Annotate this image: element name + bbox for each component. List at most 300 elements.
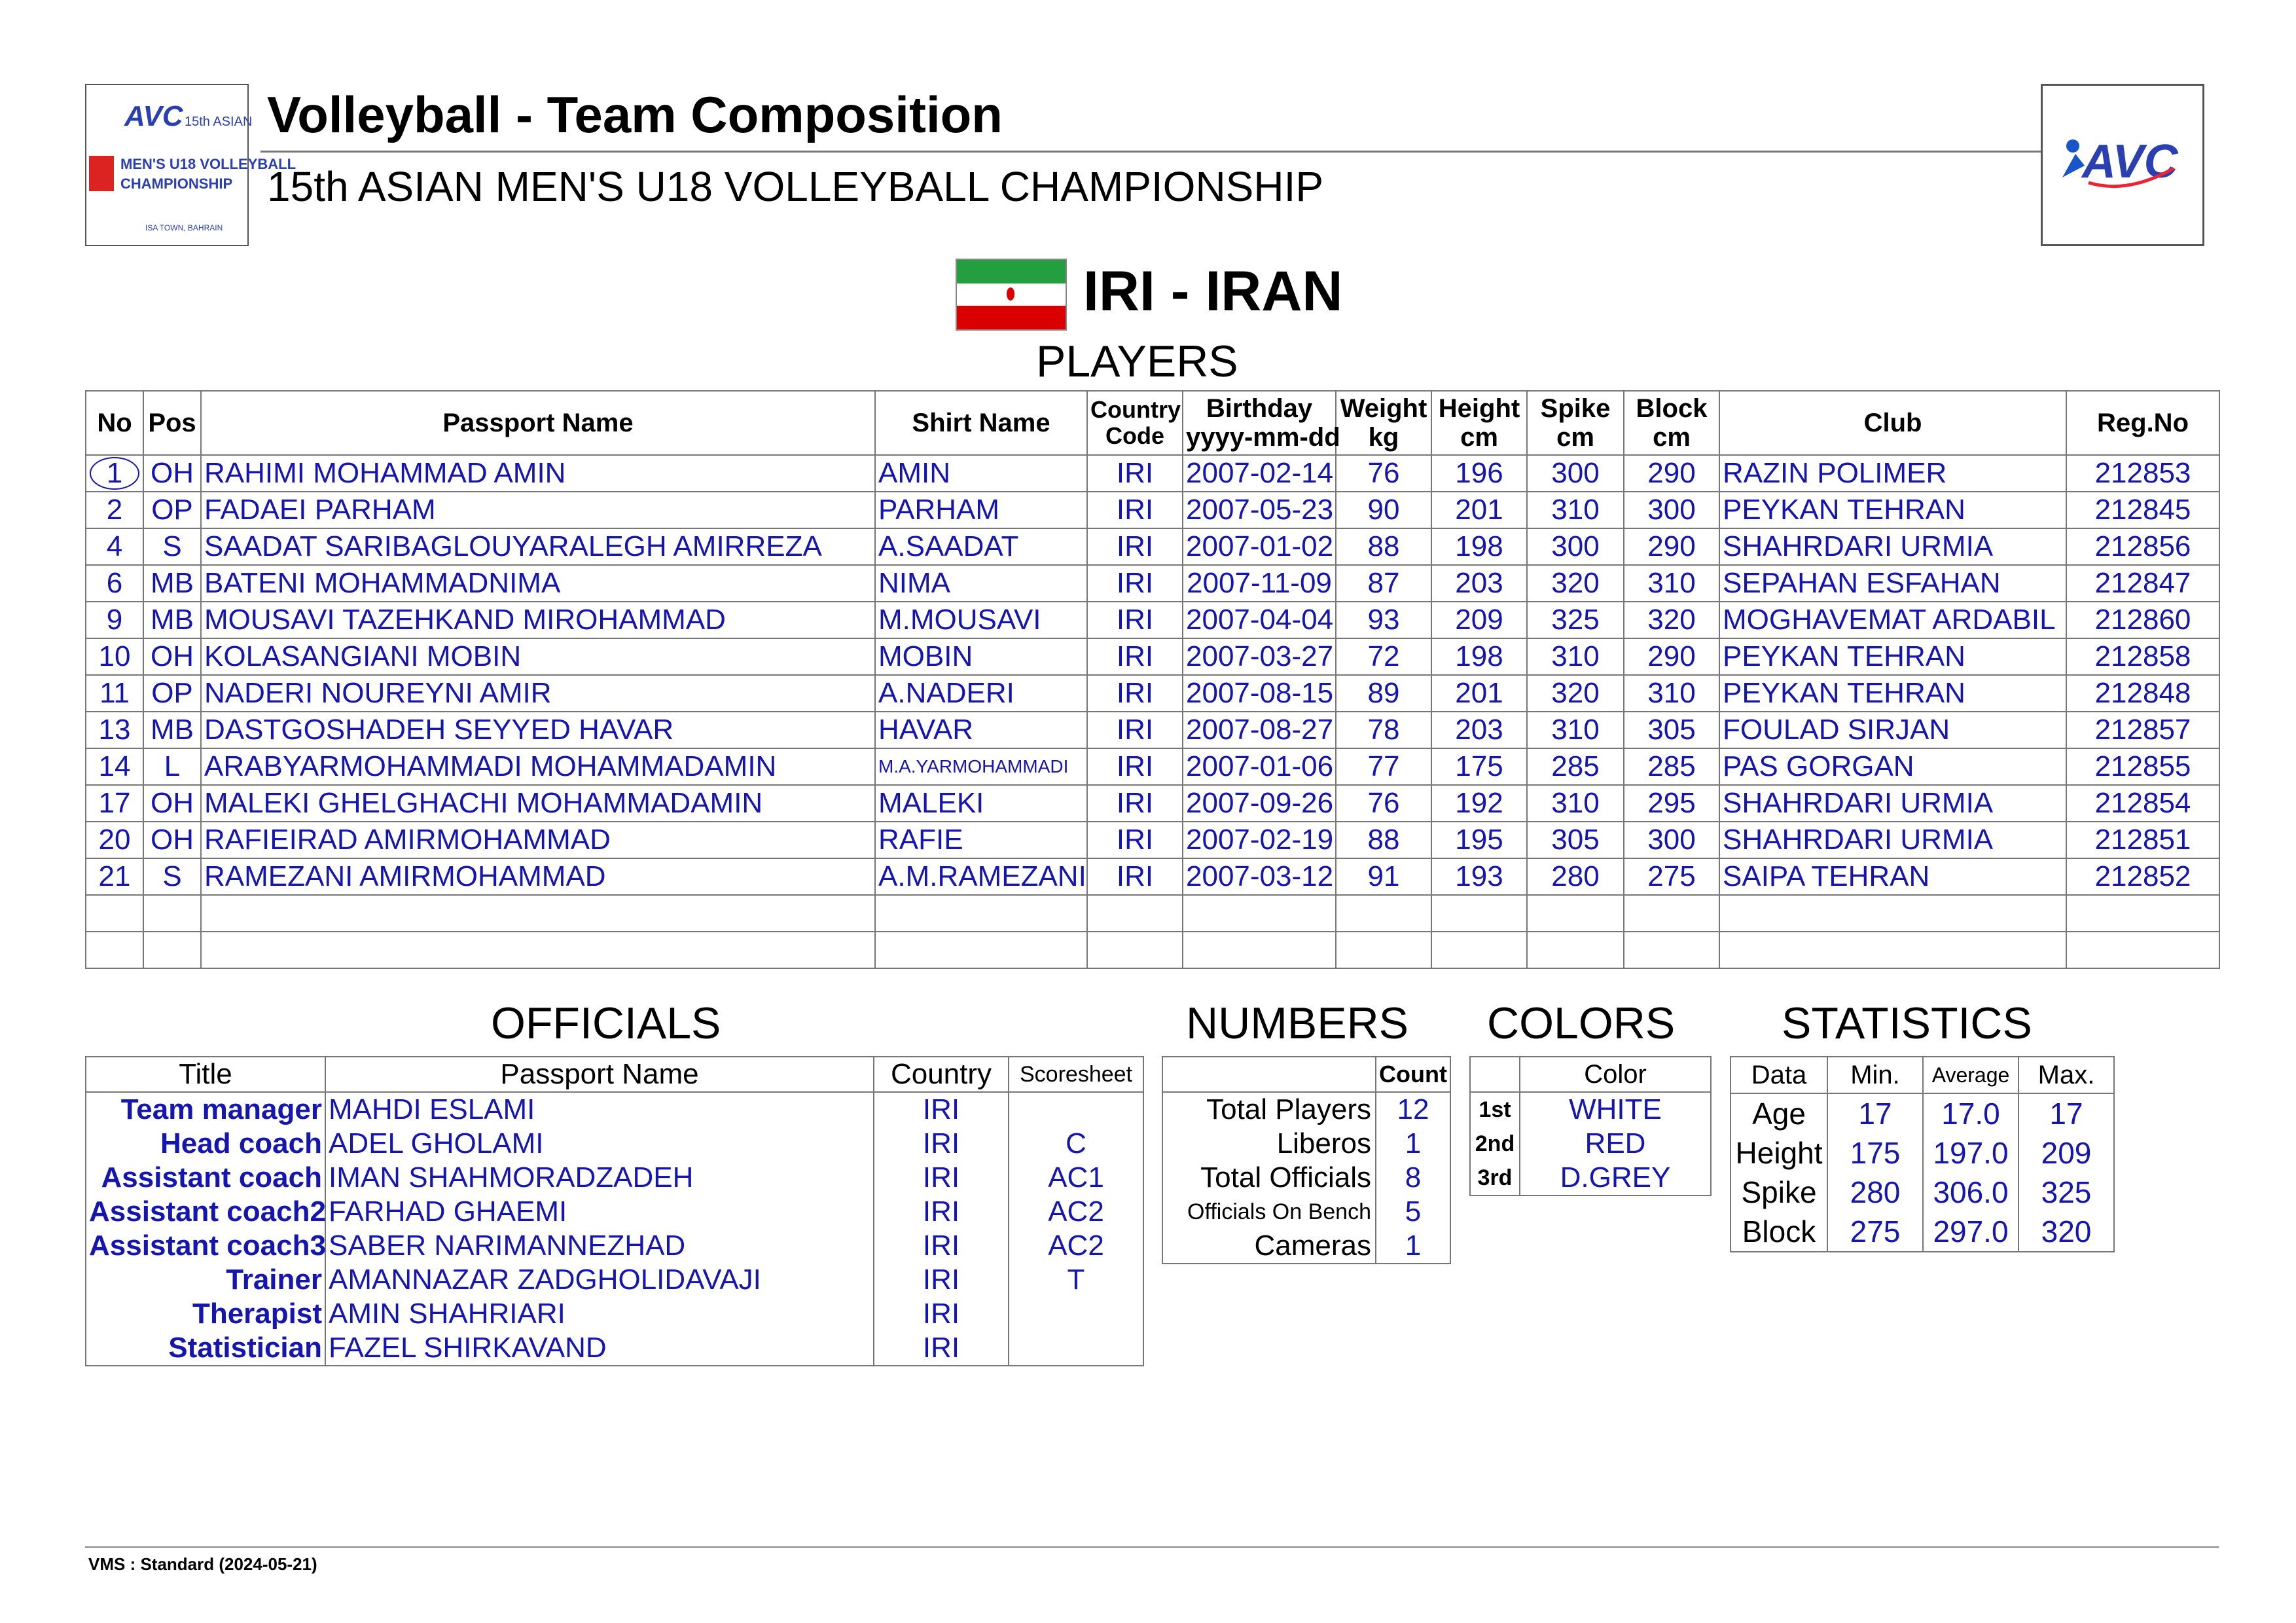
color-order: 2nd: [1470, 1127, 1520, 1161]
col-spike: Spike cm: [1527, 391, 1624, 455]
empty-cell: [201, 895, 875, 932]
player-spike: 320: [1527, 565, 1624, 602]
player-block: 290: [1624, 638, 1719, 675]
player-weight: 88: [1336, 822, 1431, 858]
col-official-title: Title: [86, 1057, 325, 1092]
player-reg-no: 212848: [2066, 675, 2219, 712]
player-birthday: 2007-02-14: [1183, 455, 1336, 492]
official-title: Head coach: [86, 1127, 325, 1161]
player-passport-name: SAADAT SARIBAGLOUYARALEGH AMIRREZA: [201, 528, 875, 565]
player-weight: 91: [1336, 858, 1431, 895]
statistics-table: [1730, 1056, 2115, 1252]
statistics-header-row: [1731, 1057, 2114, 1093]
stat-min: 17: [1827, 1093, 1923, 1133]
empty-cell: [1183, 895, 1336, 932]
official-name: MAHDI ESLAMI: [325, 1092, 874, 1127]
empty-cell: [1183, 932, 1336, 968]
captain-marker: 1: [90, 457, 139, 490]
player-spike: 310: [1527, 785, 1624, 822]
player-row: [86, 565, 2219, 602]
player-spike: 320: [1527, 675, 1624, 712]
player-block: 320: [1624, 602, 1719, 638]
official-name: ADEL GHOLAMI: [325, 1127, 874, 1161]
col-reg-no: Reg.No: [2066, 391, 2219, 455]
numbers-row: [1162, 1127, 1450, 1161]
col-official-country: Country: [874, 1057, 1009, 1092]
stat-label: Spike: [1731, 1173, 1827, 1212]
logo-avc-text: AVC: [124, 100, 183, 132]
player-birthday: 2007-05-23: [1183, 492, 1336, 528]
statistics-heading: STATISTICS: [1782, 998, 2032, 1048]
numbers-row: [1162, 1161, 1450, 1195]
player-no: 4: [86, 528, 143, 565]
player-weight: 76: [1336, 785, 1431, 822]
player-no: 13: [86, 712, 143, 748]
official-scoresheet: AC1: [1009, 1161, 1143, 1195]
player-reg-no: 212856: [2066, 528, 2219, 565]
player-row: [86, 858, 2219, 895]
player-spike: 310: [1527, 492, 1624, 528]
empty-cell: [1527, 932, 1624, 968]
player-height: 201: [1431, 675, 1527, 712]
player-country: IRI: [1087, 785, 1183, 822]
empty-cell: [143, 932, 201, 968]
player-weight: 72: [1336, 638, 1431, 675]
official-name: IMAN SHAHMORADZADEH: [325, 1161, 874, 1195]
player-shirt-name: AMIN: [875, 455, 1087, 492]
player-weight: 90: [1336, 492, 1431, 528]
official-title: Therapist: [86, 1297, 325, 1331]
official-country: IRI: [874, 1092, 1009, 1127]
official-row: [86, 1161, 1143, 1195]
logo-venue-text: ISA TOWN, BAHRAIN: [145, 223, 223, 232]
numbers-count: 12: [1376, 1092, 1450, 1127]
official-name: FAZEL SHIRKAVAND: [325, 1331, 874, 1366]
numbers-label: Cameras: [1162, 1229, 1376, 1264]
official-scoresheet: T: [1009, 1263, 1143, 1297]
col-official-name: Passport Name: [325, 1057, 874, 1092]
player-passport-name: DASTGOSHADEH SEYYED HAVAR: [201, 712, 875, 748]
empty-cell: [1431, 932, 1527, 968]
player-block: 295: [1624, 785, 1719, 822]
player-block: 275: [1624, 858, 1719, 895]
player-height: 203: [1431, 565, 1527, 602]
official-country: IRI: [874, 1127, 1009, 1161]
championship-name: 15th ASIAN MEN'S U18 VOLLEYBALL CHAMPIONSHIP: [267, 163, 1324, 210]
numbers-row: [1162, 1229, 1450, 1264]
player-country: IRI: [1087, 748, 1183, 785]
player-no: 6: [86, 565, 143, 602]
player-spike: 285: [1527, 748, 1624, 785]
official-row: [86, 1229, 1143, 1263]
player-country: IRI: [1087, 602, 1183, 638]
official-row: [86, 1331, 1143, 1366]
official-country: IRI: [874, 1331, 1009, 1366]
officials-heading: OFFICIALS: [491, 998, 721, 1048]
player-no: 2: [86, 492, 143, 528]
player-shirt-name: A.NADERI: [875, 675, 1087, 712]
official-name: AMIN SHAHRIARI: [325, 1297, 874, 1331]
stat-label: Height: [1731, 1133, 1827, 1173]
player-reg-no: 212854: [2066, 785, 2219, 822]
player-birthday: 2007-04-04: [1183, 602, 1336, 638]
player-club: PEYKAN TEHRAN: [1719, 675, 2066, 712]
player-club: SAIPA TEHRAN: [1719, 858, 2066, 895]
player-shirt-name: M.A.YARMOHAMMADI: [875, 748, 1087, 785]
col-max: Max.: [2018, 1057, 2114, 1093]
empty-cell: [1624, 932, 1719, 968]
official-scoresheet: [1009, 1297, 1143, 1331]
player-shirt-name: NIMA: [875, 565, 1087, 602]
stat-average: 17.0: [1923, 1093, 2018, 1133]
col-shirt-name: Shirt Name: [875, 391, 1087, 455]
player-pos: OH: [143, 785, 201, 822]
player-no: 21: [86, 858, 143, 895]
player-weight: 89: [1336, 675, 1431, 712]
player-passport-name: KOLASANGIANI MOBIN: [201, 638, 875, 675]
official-title: Assistant coach: [86, 1161, 325, 1195]
empty-cell: [86, 895, 143, 932]
empty-cell: [1336, 932, 1431, 968]
col-data: Data: [1731, 1057, 1827, 1093]
colors-row: [1470, 1092, 1711, 1127]
player-spike: 310: [1527, 638, 1624, 675]
player-height: 198: [1431, 638, 1527, 675]
player-passport-name: RAMEZANI AMIRMOHAMMAD: [201, 858, 875, 895]
player-birthday: 2007-03-12: [1183, 858, 1336, 895]
player-club: RAZIN POLIMER: [1719, 455, 2066, 492]
col-count: Count: [1376, 1057, 1450, 1092]
player-pos: L: [143, 748, 201, 785]
colors-row: [1470, 1161, 1711, 1195]
player-shirt-name: A.M.RAMEZANI: [875, 858, 1087, 895]
logo-edition-text: 15th ASIAN: [185, 115, 253, 129]
player-country: IRI: [1087, 528, 1183, 565]
official-row: [86, 1297, 1143, 1331]
numbers-label: Liberos: [1162, 1127, 1376, 1161]
empty-player-row: [86, 895, 2219, 932]
player-spike: 325: [1527, 602, 1624, 638]
officials-table: [85, 1056, 1144, 1366]
stat-label: Age: [1731, 1093, 1827, 1133]
flag-white-stripe: [957, 283, 1066, 306]
player-shirt-name: RAFIE: [875, 822, 1087, 858]
player-country: IRI: [1087, 675, 1183, 712]
player-shirt-name: PARHAM: [875, 492, 1087, 528]
statistics-row: [1731, 1133, 2114, 1173]
official-title: Assistant coach2: [86, 1195, 325, 1229]
official-country: IRI: [874, 1161, 1009, 1195]
player-country: IRI: [1087, 822, 1183, 858]
empty-cell: [143, 895, 201, 932]
player-height: 203: [1431, 712, 1527, 748]
logo-figure-head: [2066, 139, 2079, 153]
player-club: PAS GORGAN: [1719, 748, 2066, 785]
colors-row: [1470, 1127, 1711, 1161]
player-passport-name: RAHIMI MOHAMMAD AMIN: [201, 455, 875, 492]
stat-average: 197.0: [1923, 1133, 2018, 1173]
official-row: [86, 1263, 1143, 1297]
official-scoresheet: AC2: [1009, 1195, 1143, 1229]
statistics-row: [1731, 1093, 2114, 1133]
flag-green-stripe: [957, 260, 1066, 283]
numbers-label: Total Players: [1162, 1092, 1376, 1127]
player-passport-name: ARABYARMOHAMMADI MOHAMMADAMIN: [201, 748, 875, 785]
empty-cell: [201, 932, 875, 968]
empty-cell: [1336, 895, 1431, 932]
player-no: 14: [86, 748, 143, 785]
player-pos: OP: [143, 492, 201, 528]
official-country: IRI: [874, 1229, 1009, 1263]
player-shirt-name: M.MOUSAVI: [875, 602, 1087, 638]
numbers-table: [1162, 1056, 1451, 1264]
player-block: 290: [1624, 455, 1719, 492]
col-country-code: Country Code: [1087, 391, 1183, 455]
player-club: PEYKAN TEHRAN: [1719, 492, 2066, 528]
player-weight: 88: [1336, 528, 1431, 565]
logo-avc-text: AVC: [2082, 136, 2178, 188]
col-average: Average: [1923, 1057, 2018, 1093]
player-spike: 300: [1527, 528, 1624, 565]
col-passport-name: Passport Name: [201, 391, 875, 455]
player-height: 198: [1431, 528, 1527, 565]
player-country: IRI: [1087, 455, 1183, 492]
empty-cell: [2066, 895, 2219, 932]
statistics-row: [1731, 1173, 2114, 1212]
col-no: No: [86, 391, 143, 455]
logo-red-badge: [89, 156, 114, 191]
col-official-scoresheet: Scoresheet: [1009, 1057, 1143, 1092]
empty-cell: [1087, 895, 1183, 932]
player-spike: 280: [1527, 858, 1624, 895]
empty-cell: [2066, 932, 2219, 968]
player-birthday: 2007-02-19: [1183, 822, 1336, 858]
player-birthday: 2007-03-27: [1183, 638, 1336, 675]
player-birthday: 2007-08-27: [1183, 712, 1336, 748]
numbers-heading: NUMBERS: [1186, 998, 1409, 1048]
player-reg-no: 212852: [2066, 858, 2219, 895]
empty-cell: [875, 932, 1087, 968]
player-block: 285: [1624, 748, 1719, 785]
player-country: IRI: [1087, 638, 1183, 675]
official-title: Assistant coach3: [86, 1229, 325, 1263]
color-name: D.GREY: [1520, 1161, 1711, 1195]
stat-min: 175: [1827, 1133, 1923, 1173]
player-block: 300: [1624, 492, 1719, 528]
player-pos: OH: [143, 455, 201, 492]
player-weight: 76: [1336, 455, 1431, 492]
player-shirt-name: MOBIN: [875, 638, 1087, 675]
footer-divider: [85, 1546, 2219, 1548]
player-spike: 310: [1527, 712, 1624, 748]
numbers-count: 5: [1376, 1195, 1450, 1229]
logo-event-line: MEN'S U18 VOLLEYBALL: [120, 156, 296, 172]
player-row: [86, 675, 2219, 712]
col-birthday: Birthday yyyy-mm-dd: [1183, 391, 1336, 455]
player-passport-name: MOUSAVI TAZEHKAND MIROHAMMAD: [201, 602, 875, 638]
official-name: SABER NARIMANNEZHAD: [325, 1229, 874, 1263]
player-birthday: 2007-08-15: [1183, 675, 1336, 712]
player-row: [86, 492, 2219, 528]
player-block: 305: [1624, 712, 1719, 748]
official-row: [86, 1127, 1143, 1161]
player-birthday: 2007-01-06: [1183, 748, 1336, 785]
numbers-count: 8: [1376, 1161, 1450, 1195]
player-row: [86, 455, 2219, 492]
official-name: FARHAD GHAEMI: [325, 1195, 874, 1229]
player-shirt-name: HAVAR: [875, 712, 1087, 748]
player-club: FOULAD SIRJAN: [1719, 712, 2066, 748]
player-height: 193: [1431, 858, 1527, 895]
empty-cell: [1624, 895, 1719, 932]
team-name: IRI - IRAN: [1083, 260, 1343, 323]
numbers-count: 1: [1376, 1229, 1450, 1264]
player-pos: OH: [143, 822, 201, 858]
player-spike: 305: [1527, 822, 1624, 858]
col-height: Height cm: [1431, 391, 1527, 455]
player-pos: S: [143, 858, 201, 895]
official-title: Team manager: [86, 1092, 325, 1127]
player-passport-name: BATENI MOHAMMADNIMA: [201, 565, 875, 602]
player-row: [86, 748, 2219, 785]
official-scoresheet: [1009, 1092, 1143, 1127]
flag-red-stripe: [957, 306, 1066, 329]
player-row: [86, 822, 2219, 858]
player-country: IRI: [1087, 858, 1183, 895]
stat-max: 17: [2018, 1093, 2114, 1133]
official-row: [86, 1092, 1143, 1127]
player-height: 196: [1431, 455, 1527, 492]
numbers-row: [1162, 1092, 1450, 1127]
empty-cell: [1527, 895, 1624, 932]
player-reg-no: 212851: [2066, 822, 2219, 858]
official-title: Trainer: [86, 1263, 325, 1297]
stat-max: 325: [2018, 1173, 2114, 1212]
player-club: SHAHRDARI URMIA: [1719, 785, 2066, 822]
numbers-blank-header: [1162, 1057, 1376, 1092]
col-weight: Weight kg: [1336, 391, 1431, 455]
player-pos: S: [143, 528, 201, 565]
player-reg-no: 212847: [2066, 565, 2219, 602]
player-block: 290: [1624, 528, 1719, 565]
player-shirt-name: MALEKI: [875, 785, 1087, 822]
color-name: WHITE: [1520, 1092, 1711, 1127]
player-row: [86, 785, 2219, 822]
numbers-count: 1: [1376, 1127, 1450, 1161]
col-min: Min.: [1827, 1057, 1923, 1093]
player-passport-name: NADERI NOUREYNI AMIR: [201, 675, 875, 712]
empty-cell: [1719, 895, 2066, 932]
logo-event-line2: CHAMPIONSHIP: [120, 175, 233, 192]
player-no: 9: [86, 602, 143, 638]
stat-average: 306.0: [1923, 1173, 2018, 1212]
player-weight: 78: [1336, 712, 1431, 748]
numbers-header-row: [1162, 1057, 1450, 1092]
avc-logo: [2041, 84, 2204, 246]
official-scoresheet: AC2: [1009, 1229, 1143, 1263]
empty-cell: [86, 932, 143, 968]
player-country: IRI: [1087, 492, 1183, 528]
player-pos: MB: [143, 602, 201, 638]
numbers-label: Total Officials: [1162, 1161, 1376, 1195]
empty-cell: [1087, 932, 1183, 968]
player-reg-no: 212860: [2066, 602, 2219, 638]
player-height: 192: [1431, 785, 1527, 822]
player-passport-name: RAFIEIRAD AMIRMOHAMMAD: [201, 822, 875, 858]
player-club: PEYKAN TEHRAN: [1719, 638, 2066, 675]
player-birthday: 2007-11-09: [1183, 565, 1336, 602]
player-club: SHAHRDARI URMIA: [1719, 528, 2066, 565]
numbers-row: [1162, 1195, 1450, 1229]
official-row: [86, 1195, 1143, 1229]
player-reg-no: 212845: [2066, 492, 2219, 528]
player-weight: 93: [1336, 602, 1431, 638]
stat-max: 209: [2018, 1133, 2114, 1173]
player-height: 195: [1431, 822, 1527, 858]
player-no: 10: [86, 638, 143, 675]
player-row: [86, 602, 2219, 638]
title-divider: [260, 151, 2041, 153]
player-block: 300: [1624, 822, 1719, 858]
stat-label: Block: [1731, 1212, 1827, 1252]
player-row: [86, 638, 2219, 675]
player-passport-name: MALEKI GHELGHACHI MOHAMMADAMIN: [201, 785, 875, 822]
player-reg-no: 212858: [2066, 638, 2219, 675]
empty-cell: [1431, 895, 1527, 932]
col-pos: Pos: [143, 391, 201, 455]
stat-max: 320: [2018, 1212, 2114, 1252]
color-order: 3rd: [1470, 1161, 1520, 1195]
team-flag-icon: [956, 259, 1067, 331]
colors-heading: COLORS: [1487, 998, 1676, 1048]
player-no: 17: [86, 785, 143, 822]
player-block: 310: [1624, 565, 1719, 602]
player-pos: MB: [143, 712, 201, 748]
player-pos: OP: [143, 675, 201, 712]
player-spike: 300: [1527, 455, 1624, 492]
empty-cell: [875, 895, 1087, 932]
officials-header-row: [86, 1057, 1143, 1092]
stat-min: 275: [1827, 1212, 1923, 1252]
player-club: SEPAHAN ESFAHAN: [1719, 565, 2066, 602]
official-title: Statistician: [86, 1331, 325, 1366]
player-shirt-name: A.SAADAT: [875, 528, 1087, 565]
player-height: 209: [1431, 602, 1527, 638]
player-no: 11: [86, 675, 143, 712]
stat-average: 297.0: [1923, 1212, 2018, 1252]
player-weight: 87: [1336, 565, 1431, 602]
player-reg-no: 212857: [2066, 712, 2219, 748]
official-name: AMANNAZAR ZADGHOLIDAVAJI: [325, 1263, 874, 1297]
players-header-row: [86, 391, 2219, 455]
players-table: [85, 390, 2220, 969]
logo-figure-body: [2062, 154, 2085, 177]
player-height: 201: [1431, 492, 1527, 528]
stat-min: 280: [1827, 1173, 1923, 1212]
player-pos: OH: [143, 638, 201, 675]
player-reg-no: 212855: [2066, 748, 2219, 785]
player-birthday: 2007-01-02: [1183, 528, 1336, 565]
footer-version: VMS : Standard (2024-05-21): [88, 1554, 317, 1574]
color-name: RED: [1520, 1127, 1711, 1161]
colors-table: [1469, 1056, 1712, 1196]
player-weight: 77: [1336, 748, 1431, 785]
colors-header-row: [1470, 1057, 1711, 1092]
player-reg-no: 212853: [2066, 455, 2219, 492]
player-block: 310: [1624, 675, 1719, 712]
player-country: IRI: [1087, 565, 1183, 602]
empty-cell: [1719, 932, 2066, 968]
